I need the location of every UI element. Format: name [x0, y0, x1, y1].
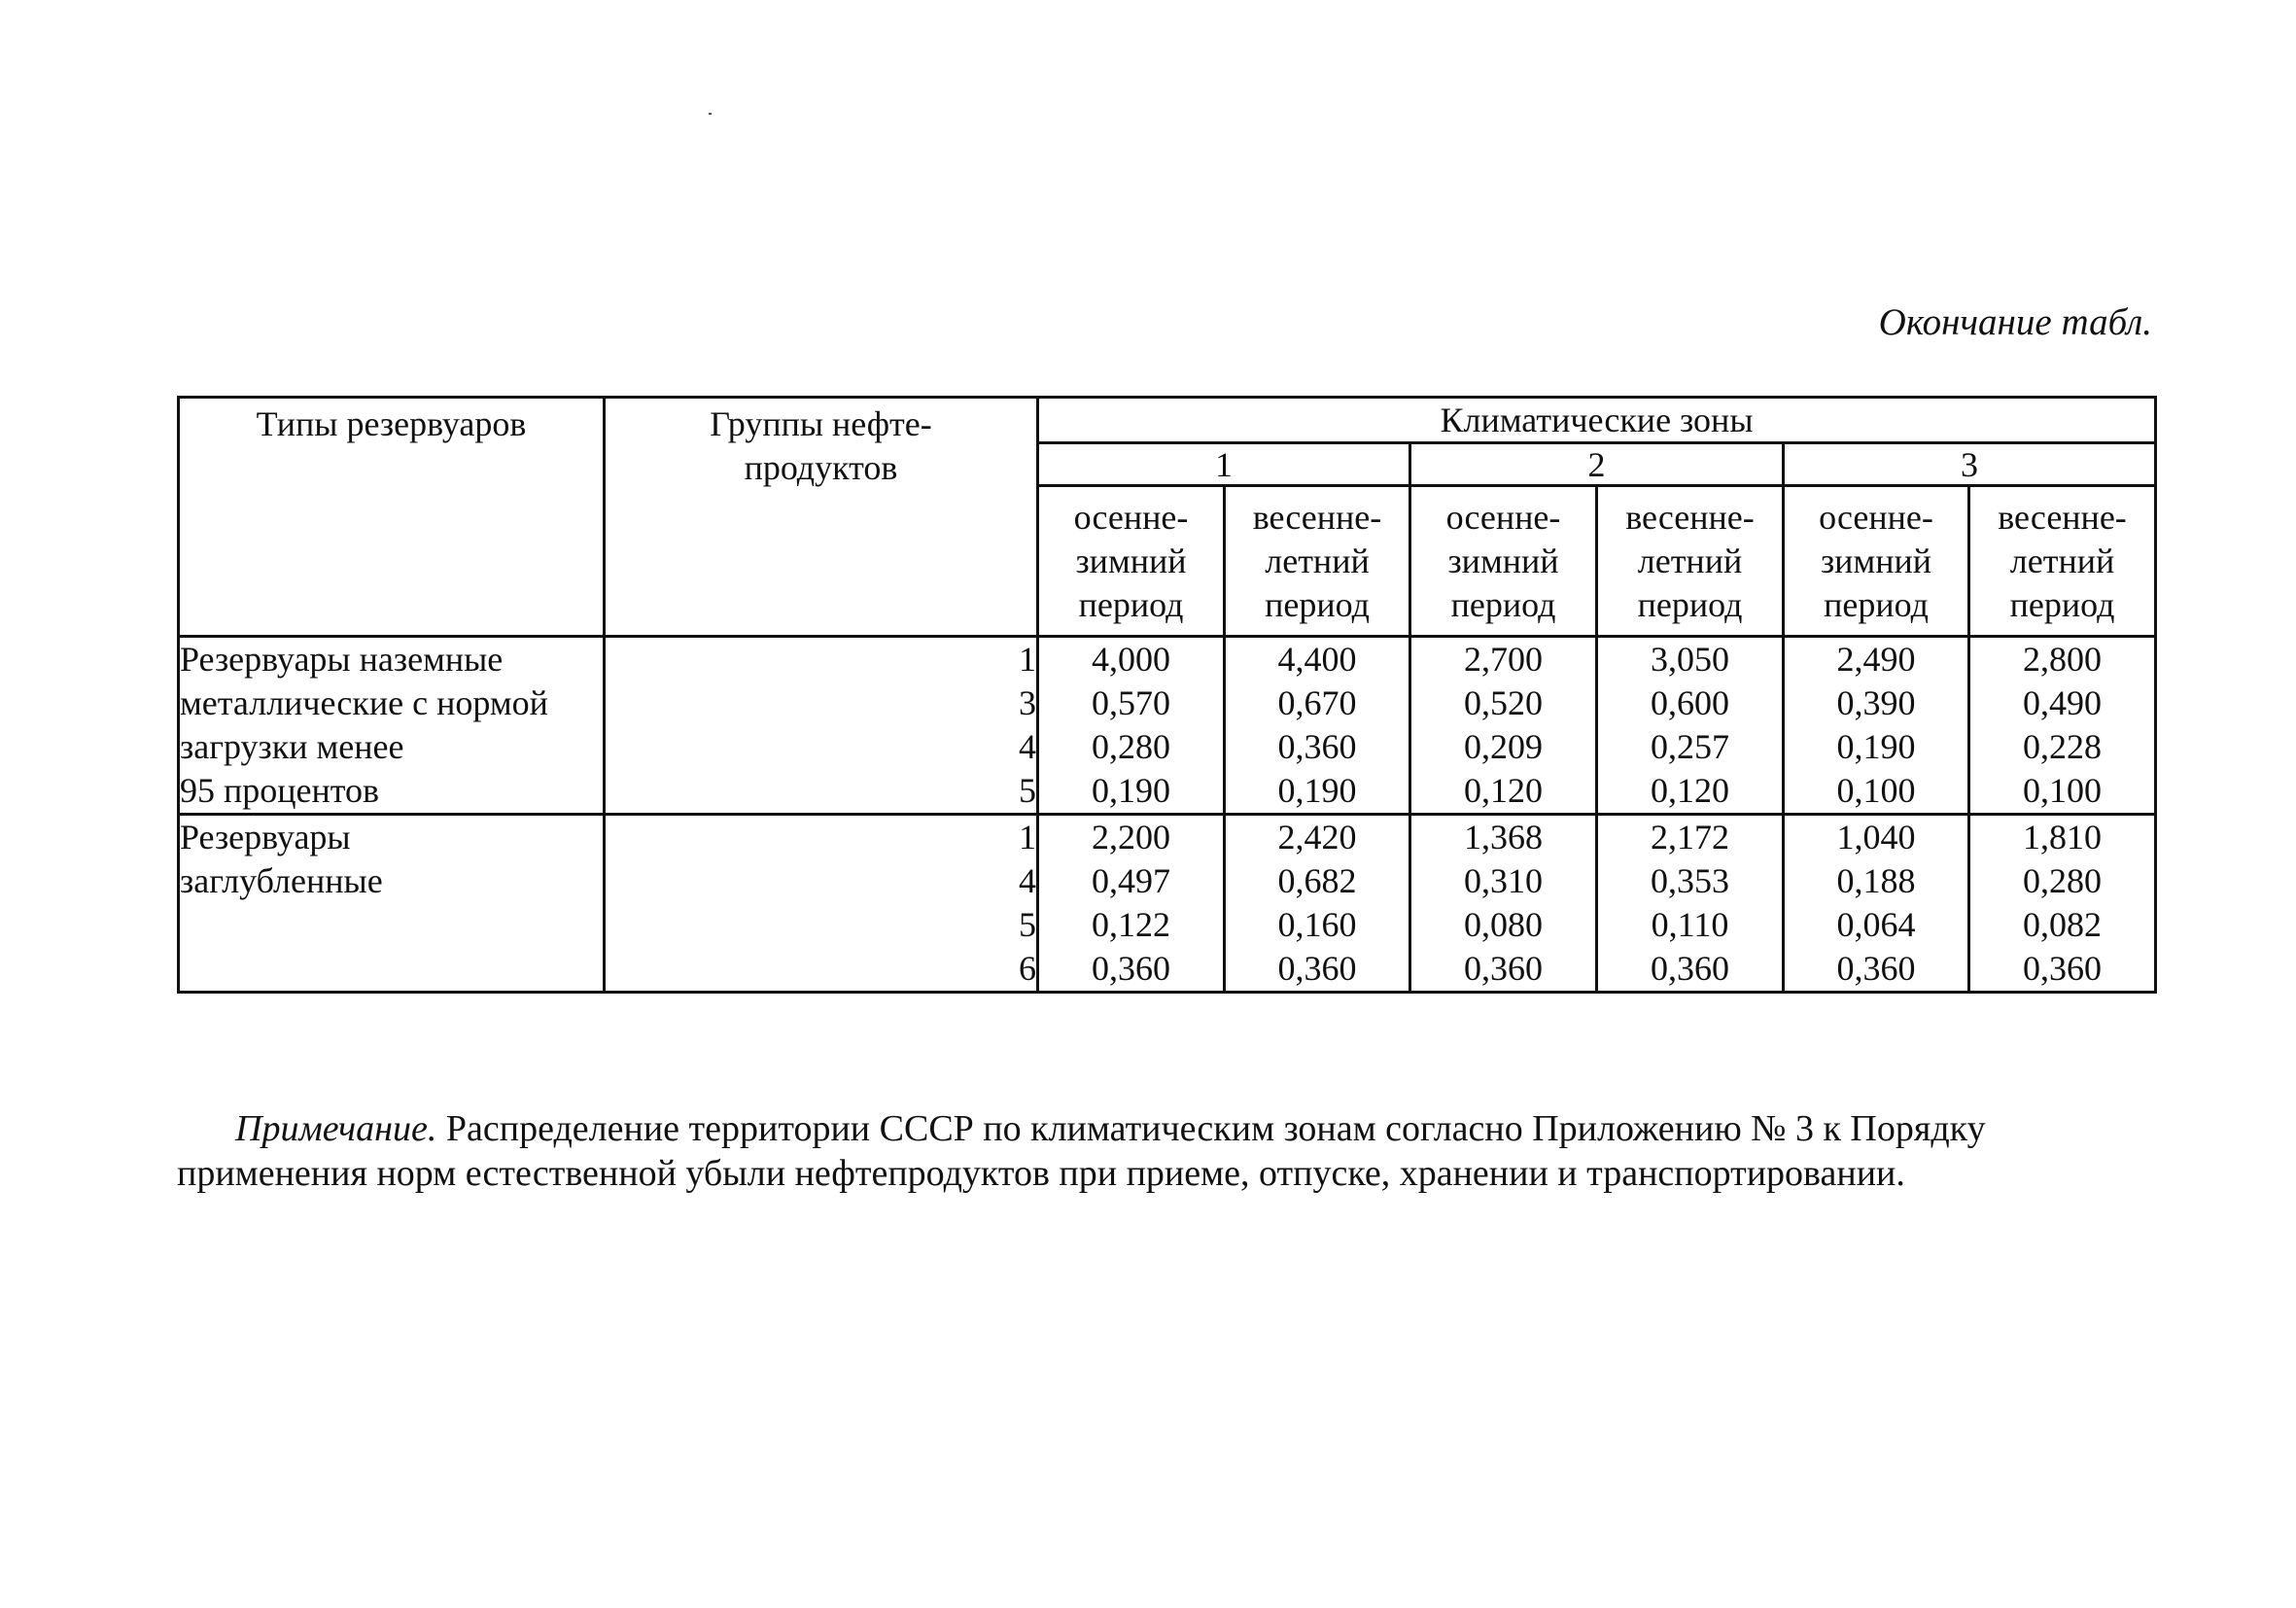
norm-value: 0,280 [2023, 861, 2103, 900]
tank-type-line: 95 процентов [180, 771, 380, 810]
header-period-1 [1038, 486, 1225, 637]
header-product-groups-line: Группы нефте- [710, 404, 932, 443]
norm-value: 0,257 [1651, 727, 1729, 766]
header-tank-types [179, 398, 605, 637]
table-header [179, 398, 2156, 637]
norm-value: 2,420 [1277, 818, 1357, 856]
product-group-number: 5 [1019, 771, 1036, 810]
table-note [177, 1106, 2160, 1196]
tank-type-line: заглубленные [180, 861, 383, 900]
norm-value: 1,368 [1464, 818, 1543, 856]
norm-value: 0,080 [1464, 905, 1543, 944]
note-label: Примечание. [235, 1108, 437, 1149]
header-period-line: период [1265, 584, 1370, 624]
table-continuation-caption: Окончание табл. [1878, 301, 2152, 343]
norm-value: 2,172 [1651, 818, 1729, 856]
norm-value: 0,064 [1836, 905, 1916, 944]
note-text: Распределение территории СССР по климатическим зонам согласно Приложению № 3 к Порядку применения норм естественной убыли нефтепродуктов при приеме, отпуске, хранении и транспортировании. [177, 1108, 1986, 1194]
norm-value-cell [1038, 637, 1225, 815]
header-zone-3: 3 [1784, 443, 2156, 486]
norm-value-cell [1784, 637, 1969, 815]
norm-value-cell [1038, 815, 1225, 993]
norm-value: 0,160 [1277, 905, 1357, 944]
header-period-line: летний [2009, 541, 2115, 580]
product-group-number: 6 [1019, 949, 1036, 988]
norm-value: 0,100 [1836, 771, 1916, 810]
header-period-6 [1969, 486, 2156, 637]
header-period-line: зимний [1447, 541, 1559, 580]
norm-value: 0,228 [2023, 727, 2103, 766]
table-row [179, 637, 2156, 815]
norm-value-cell [1410, 815, 1597, 993]
header-tank-types-text: Типы резервуаров [256, 404, 527, 443]
norm-value-cell [1410, 637, 1597, 815]
header-period-line: зимний [1075, 541, 1187, 580]
header-product-groups [605, 398, 1038, 637]
product-group-number: 5 [1019, 905, 1036, 944]
tank-type-line: Резервуары наземные [180, 640, 504, 679]
norm-value: 0,360 [1092, 949, 1170, 988]
norm-value-cell [1784, 815, 1969, 993]
norm-value: 0,122 [1092, 905, 1170, 944]
norm-value: 0,360 [1277, 727, 1357, 766]
norm-value: 0,110 [1651, 905, 1729, 944]
norm-value: 0,209 [1464, 727, 1543, 766]
tank-type-cell [179, 815, 605, 993]
loss-norms-table [177, 396, 2157, 994]
header-zone-2: 2 [1410, 443, 1784, 486]
product-group-cell [605, 815, 1038, 993]
header-period-line: период [1637, 584, 1743, 624]
norm-value: 0,682 [1277, 861, 1357, 900]
header-product-groups-line: продуктов [744, 448, 898, 487]
norm-value: 1,040 [1836, 818, 1916, 856]
tank-type-line: загрузки менее [180, 727, 404, 766]
norm-value: 0,497 [1092, 861, 1170, 900]
norm-value: 0,670 [1277, 683, 1357, 722]
table-row [179, 815, 2156, 993]
norm-value: 2,700 [1464, 640, 1543, 679]
header-period-line: летний [1265, 541, 1370, 580]
norm-value: 0,310 [1464, 861, 1543, 900]
header-period-4 [1597, 486, 1784, 637]
header-period-line: осенне- [1073, 497, 1189, 537]
header-period-line: зимний [1820, 541, 1932, 580]
header-period-line: период [1450, 584, 1556, 624]
norm-value-cell [1597, 637, 1784, 815]
header-period-line: весенне- [1252, 497, 1382, 537]
norm-value-cell [1969, 637, 2156, 815]
norm-value-cell [1969, 815, 2156, 993]
header-period-line: период [1824, 584, 1929, 624]
header-period-line: весенне- [1998, 497, 2127, 537]
norm-value: 0,190 [1277, 771, 1357, 810]
scan-speck [709, 113, 712, 115]
norm-value: 0,120 [1464, 771, 1543, 810]
norm-value: 4,400 [1277, 640, 1357, 679]
norm-value: 4,000 [1092, 640, 1170, 679]
product-group-number: 1 [1019, 818, 1036, 856]
header-period-line: период [2009, 584, 2115, 624]
tank-type-cell [179, 637, 605, 815]
norm-value: 1,810 [2023, 818, 2103, 856]
norm-value-cell [1225, 637, 1410, 815]
header-period-line: летний [1637, 541, 1743, 580]
product-group-number: 3 [1019, 683, 1036, 722]
norm-value: 0,360 [1836, 949, 1916, 988]
header-period-line: осенне- [1819, 497, 1933, 537]
norm-value: 0,600 [1651, 683, 1729, 722]
norm-value: 0,360 [1464, 949, 1543, 988]
tank-type-line: Резервуары [180, 818, 351, 856]
product-group-cell [605, 637, 1038, 815]
norm-value: 0,390 [1836, 683, 1916, 722]
norm-value: 3,050 [1651, 640, 1729, 679]
norm-value: 0,360 [1277, 949, 1357, 988]
norm-value: 0,520 [1464, 683, 1543, 722]
product-group-number: 1 [1019, 640, 1036, 679]
norm-value: 0,082 [2023, 905, 2103, 944]
header-period-line: весенне- [1625, 497, 1755, 537]
product-group-number: 4 [1019, 861, 1036, 900]
header-period-2 [1225, 486, 1410, 637]
norm-value: 0,570 [1092, 683, 1170, 722]
norm-value: 0,280 [1092, 727, 1170, 766]
norm-value-cell [1225, 815, 1410, 993]
header-period-line: осенне- [1445, 497, 1561, 537]
tank-type-line: металлические с нормой [180, 683, 548, 722]
product-group-number: 4 [1019, 727, 1036, 766]
header-zone-1: 1 [1038, 443, 1410, 486]
header-period-3 [1410, 486, 1597, 637]
norm-value: 0,190 [1836, 727, 1916, 766]
norm-value: 2,490 [1836, 640, 1916, 679]
norm-value-cell [1597, 815, 1784, 993]
header-period-line: период [1078, 584, 1184, 624]
norm-value: 0,490 [2023, 683, 2103, 722]
norm-value: 2,200 [1092, 818, 1170, 856]
header-period-5 [1784, 486, 1969, 637]
norm-value: 0,100 [2023, 771, 2103, 810]
norm-value: 0,360 [1651, 949, 1729, 988]
norm-value: 0,353 [1651, 861, 1729, 900]
norm-value: 2,800 [2023, 640, 2103, 679]
norm-value: 0,120 [1651, 771, 1729, 810]
header-climatic-zones: Климатические зоны [1038, 398, 2156, 443]
norm-value: 0,190 [1092, 771, 1170, 810]
norm-value: 0,188 [1836, 861, 1916, 900]
table-body [179, 637, 2156, 993]
norm-value: 0,360 [2023, 949, 2103, 988]
